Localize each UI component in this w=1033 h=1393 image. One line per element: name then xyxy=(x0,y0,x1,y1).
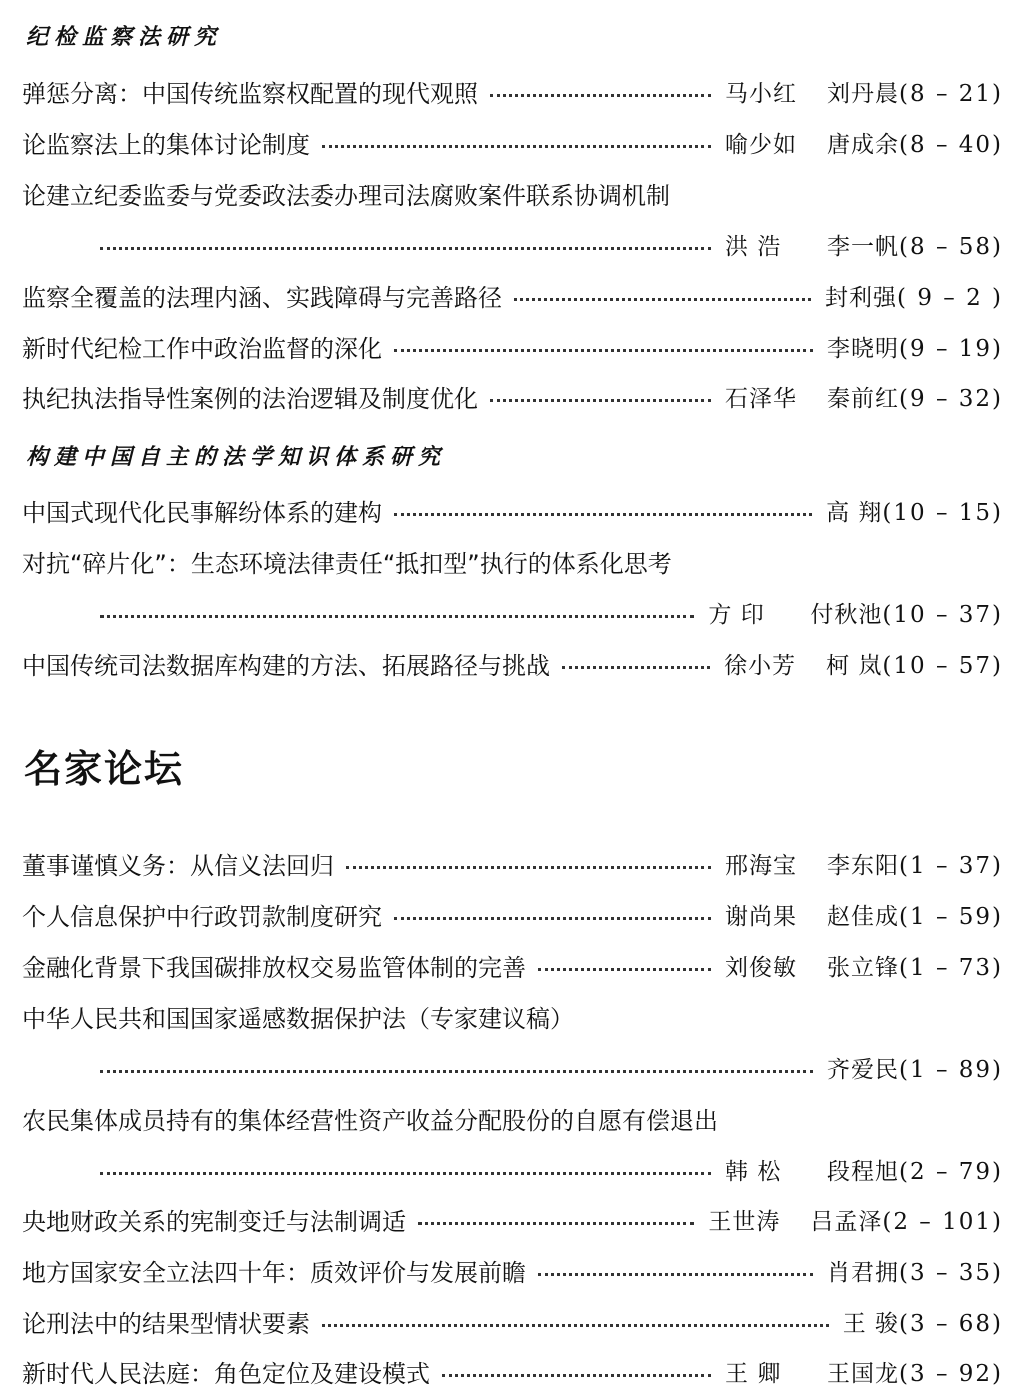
dot-leader xyxy=(322,1324,829,1327)
dot-leader xyxy=(100,615,694,618)
entry-authors xyxy=(827,1051,1003,1084)
entry-title: 地方国家安全立法四十年：质效评价与发展前瞻 xyxy=(22,1258,526,1287)
entry-title: 金融化背景下我国碳排放权交易监管体制的完善 xyxy=(22,953,526,982)
toc-entry[interactable] xyxy=(22,493,1003,527)
page-ref: ( 9 – 2 ) xyxy=(897,284,1003,311)
dot-leader xyxy=(322,145,711,148)
entry-authors xyxy=(725,1153,1003,1186)
entry-authors xyxy=(724,647,1003,680)
dot-leader xyxy=(100,247,711,250)
toc-entry-continuation[interactable] xyxy=(22,1152,1003,1186)
toc-entry-continuation[interactable] xyxy=(22,595,1003,629)
dot-leader xyxy=(100,1172,711,1175)
author: 洪 浩 xyxy=(725,233,782,260)
toc-entry[interactable] xyxy=(22,379,1003,413)
page-ref: (9 – 19) xyxy=(899,335,1003,362)
entry-authors xyxy=(725,380,1003,413)
author: 吕孟泽 xyxy=(810,1208,883,1235)
author: 唐成余 xyxy=(827,131,900,158)
page-ref: (1 – 37) xyxy=(899,852,1003,879)
section-heading: 名家论坛 xyxy=(24,746,185,791)
entry-title: 中国式现代化民事解纷体系的建构 xyxy=(22,498,382,527)
entry-authors xyxy=(827,1254,1003,1287)
dot-leader xyxy=(538,1273,813,1276)
page-ref: (10 – 37) xyxy=(882,601,1003,628)
dot-leader xyxy=(490,399,711,402)
dot-leader xyxy=(538,968,711,971)
page-ref: (8 – 58) xyxy=(899,233,1003,260)
dot-leader xyxy=(100,1070,813,1073)
dot-leader xyxy=(514,298,811,301)
dot-leader xyxy=(394,513,812,516)
section-heading: 纪检监察法研究 xyxy=(26,24,223,50)
entry-title: 论刑法中的结果型情状要素 xyxy=(22,1309,310,1338)
dot-leader xyxy=(442,1374,711,1377)
dot-leader xyxy=(418,1222,694,1225)
entry-title: 董事谨慎义务：从信义法回归 xyxy=(22,851,334,880)
page-ref: (1 – 59) xyxy=(899,903,1003,930)
toc-entry-title-line[interactable] xyxy=(22,999,1003,1033)
entry-title: 监察全覆盖的法理内涵、实践障碍与完善路径 xyxy=(22,283,502,312)
dot-leader xyxy=(346,866,711,869)
author: 喻少如 xyxy=(725,131,798,158)
page-ref: (2 – 101) xyxy=(882,1208,1003,1235)
section-heading: 构建中国自主的法学知识体系研究 xyxy=(26,444,447,470)
page-ref: (9 – 32) xyxy=(899,385,1003,412)
toc-entry[interactable] xyxy=(22,1202,1003,1236)
toc-entry[interactable] xyxy=(22,948,1003,982)
toc-entry-title-line[interactable] xyxy=(22,544,1003,578)
toc-entry-continuation[interactable] xyxy=(22,1050,1003,1084)
dot-leader xyxy=(394,349,813,352)
toc-entry-continuation[interactable] xyxy=(22,227,1003,261)
author: 刘俊敏 xyxy=(725,954,798,981)
dot-leader xyxy=(394,917,711,920)
page-ref: (3 – 68) xyxy=(899,1310,1003,1337)
author: 石泽华 xyxy=(725,385,798,412)
toc-entry-title-line[interactable] xyxy=(22,176,1003,210)
author: 肖君拥 xyxy=(827,1259,900,1286)
author: 王世涛 xyxy=(708,1208,781,1235)
entry-authors xyxy=(725,75,1003,108)
toc-entry[interactable] xyxy=(22,329,1003,363)
entry-authors xyxy=(725,1355,1003,1388)
author: 马小红 xyxy=(725,80,798,107)
toc-entry[interactable] xyxy=(22,897,1003,931)
entry-authors xyxy=(725,228,1003,261)
author: 柯 岚 xyxy=(826,652,883,679)
entry-title: 中国传统司法数据库构建的方法、拓展路径与挑战 xyxy=(22,651,550,680)
author: 徐小芳 xyxy=(724,652,797,679)
author: 李一帆 xyxy=(827,233,900,260)
page-ref: (1 – 89) xyxy=(899,1056,1003,1083)
toc-entry[interactable] xyxy=(22,74,1003,108)
author: 李东阳 xyxy=(827,852,900,879)
author: 刘丹晨 xyxy=(827,80,900,107)
entry-authors xyxy=(826,494,1003,527)
entry-title: 新时代纪检工作中政治监督的深化 xyxy=(22,334,382,363)
toc-entry[interactable] xyxy=(22,278,1003,312)
toc-entry[interactable] xyxy=(22,1253,1003,1287)
page-ref: (3 – 35) xyxy=(899,1259,1003,1286)
entry-title: 执纪执法指导性案例的法治逻辑及制度优化 xyxy=(22,384,478,413)
page-ref: (2 – 79) xyxy=(899,1158,1003,1185)
entry-title: 农民集体成员持有的集体经营性资产收益分配股份的自愿有偿退出 xyxy=(22,1106,718,1135)
author: 高 翔 xyxy=(826,499,883,526)
page-ref: (10 – 15) xyxy=(882,499,1003,526)
page-ref: (10 – 57) xyxy=(882,652,1003,679)
entry-authors xyxy=(827,330,1003,363)
entry-authors xyxy=(725,126,1003,159)
author: 王 卿 xyxy=(725,1360,782,1387)
toc-entry[interactable] xyxy=(22,1304,1003,1338)
author: 李晓明 xyxy=(827,335,900,362)
entry-title: 中华人民共和国国家遥感数据保护法（专家建议稿） xyxy=(22,1004,574,1033)
author: 齐爱民 xyxy=(827,1056,900,1083)
author: 段程旭 xyxy=(827,1158,900,1185)
entry-authors xyxy=(725,847,1003,880)
author: 付秋池 xyxy=(810,601,883,628)
entry-title: 弹惩分离：中国传统监察权配置的现代观照 xyxy=(22,79,478,108)
entry-title: 对抗“碎片化”：生态环境法律责任“抵扣型”执行的体系化思考 xyxy=(22,549,672,578)
toc-entry[interactable] xyxy=(22,846,1003,880)
page-ref: (1 – 73) xyxy=(899,954,1003,981)
entry-title: 个人信息保护中行政罚款制度研究 xyxy=(22,902,382,931)
author: 王 骏 xyxy=(842,1310,900,1337)
entry-title: 新时代人民法庭：角色定位及建设模式 xyxy=(22,1359,430,1388)
toc-entry-title-line[interactable] xyxy=(22,1101,1003,1135)
entry-title: 论建立纪委监委与党委政法委办理司法腐败案件联系协调机制 xyxy=(22,181,670,210)
entry-authors xyxy=(725,949,1003,982)
author: 封利强 xyxy=(825,284,898,311)
page-ref: (8 – 21) xyxy=(899,80,1003,107)
entry-title: 论监察法上的集体讨论制度 xyxy=(22,130,310,159)
entry-authors xyxy=(843,1305,1003,1338)
author: 谢尚果 xyxy=(725,903,798,930)
author: 邢海宝 xyxy=(725,852,798,879)
toc-entry[interactable] xyxy=(22,646,1003,680)
author: 张立锋 xyxy=(827,954,900,981)
toc-entry[interactable] xyxy=(22,1354,1003,1388)
entry-authors xyxy=(825,279,1003,312)
toc-entry[interactable] xyxy=(22,125,1003,159)
page-ref: (8 – 40) xyxy=(899,131,1003,158)
author: 赵佳成 xyxy=(827,903,900,930)
author: 方 印 xyxy=(708,601,765,628)
entry-title: 央地财政关系的宪制变迁与法制调适 xyxy=(22,1207,406,1236)
author: 韩 松 xyxy=(725,1158,782,1185)
entry-authors xyxy=(708,596,1003,629)
author: 王国龙 xyxy=(827,1360,900,1387)
entry-authors xyxy=(708,1203,1003,1236)
entry-authors xyxy=(725,898,1003,931)
dot-leader xyxy=(562,666,710,669)
dot-leader xyxy=(490,94,711,97)
page-ref: (3 – 92) xyxy=(899,1360,1003,1387)
author: 秦前红 xyxy=(827,385,900,412)
